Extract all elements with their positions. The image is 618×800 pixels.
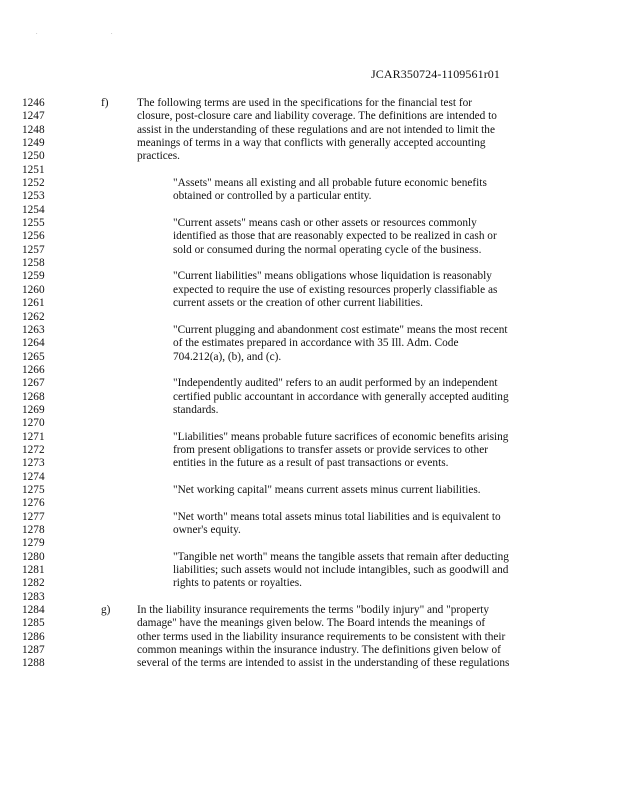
line-number: 1286 <box>22 630 45 643</box>
definition-text: current assets or the creation of other current liabilities. <box>173 297 424 310</box>
line-number: 1262 <box>22 310 45 323</box>
line-number: 1254 <box>22 203 45 216</box>
document-line <box>0 204 618 217</box>
line-number: 1251 <box>22 163 45 176</box>
document-line <box>0 217 618 230</box>
line-number: 1284 <box>22 604 45 617</box>
document-line <box>0 377 618 390</box>
line-number: 1266 <box>22 363 45 376</box>
line-number: 1247 <box>22 110 45 123</box>
definition-text: certified public accountant in accordance with generally accepted auditing <box>173 390 509 403</box>
document-line <box>0 190 618 203</box>
document-line <box>0 324 618 337</box>
line-number: 1287 <box>22 644 45 657</box>
document-id: JCAR350724-1109561r01 <box>371 67 500 81</box>
line-number: 1274 <box>22 470 45 483</box>
line-number: 1268 <box>22 390 45 403</box>
line-number: 1277 <box>22 510 45 523</box>
definition-text: "Assets" means all existing and all probable future economic benefits <box>173 177 487 190</box>
document-line <box>0 484 618 497</box>
document-line <box>0 97 618 110</box>
definition-text: "Independently audited" refers to an audit performed by an independent <box>173 377 498 390</box>
line-number: 1285 <box>22 617 45 630</box>
document-line <box>0 577 618 590</box>
scan-specks: . . <box>36 30 149 36</box>
document-line <box>0 110 618 123</box>
line-number: 1258 <box>22 257 45 270</box>
document-line <box>0 404 618 417</box>
line-number: 1257 <box>22 243 45 256</box>
definition-text: "Current assets" means cash or other assets or resources commonly <box>173 217 477 230</box>
paragraph-text: other terms used in the liability insurance requirements to be consistent with their <box>137 630 506 643</box>
definition-text: rights to patents or royalties. <box>173 577 302 590</box>
subsection-label: g) <box>101 604 111 617</box>
line-number: 1261 <box>22 297 45 310</box>
definition-text: expected to require the use of existing resources properly classifiable as <box>173 283 498 296</box>
definition-text: "Current liabilities" means obligations whose liquidation is reasonably <box>173 270 492 283</box>
definition-text: identified as those that are reasonably expected to be realized in cash or <box>173 230 497 243</box>
definition-text: standards. <box>173 403 219 416</box>
definition-text: from present obligations to transfer assets or provide services to other <box>173 443 488 456</box>
line-number: 1273 <box>22 457 45 470</box>
line-number: 1260 <box>22 283 45 296</box>
line-number: 1246 <box>22 97 45 109</box>
document-line <box>0 177 618 190</box>
paragraph-text: practices. <box>137 150 180 163</box>
document-line <box>0 497 618 510</box>
line-number: 1259 <box>22 270 45 283</box>
line-number: 1263 <box>22 323 45 336</box>
definition-text: owner's equity. <box>173 524 241 536</box>
document-line <box>0 431 618 444</box>
line-number: 1264 <box>22 337 45 350</box>
line-number: 1275 <box>22 483 45 496</box>
document-line <box>0 471 618 484</box>
paragraph-text: assist in the understanding of these regulations and are not intended to limit the <box>137 123 495 136</box>
definition-text: 704.212(a), (b), and (c). <box>173 350 282 363</box>
paragraph-text: meanings of terms in a way that conflicts with generally accepted accounting <box>137 137 486 150</box>
line-number: 1279 <box>22 537 45 550</box>
line-number: 1278 <box>22 524 45 536</box>
document-line <box>0 457 618 470</box>
paragraph-text: several of the terms are intended to assist in the understanding of these regulations <box>137 657 510 670</box>
paragraph-text: closure, post-closure care and liability coverage. The definitions are intended to <box>137 110 497 123</box>
definition-text: entities in the future as a result of past transactions or events. <box>173 457 449 470</box>
document-line <box>0 524 618 537</box>
document-line <box>0 244 618 257</box>
line-number: 1281 <box>22 564 45 577</box>
document-line <box>0 270 618 283</box>
paragraph-text: damage" have the meanings given below. The Board intends the meanings of <box>137 617 486 630</box>
line-number: 1249 <box>22 137 45 150</box>
document-line <box>0 564 618 577</box>
line-number: 1267 <box>22 377 45 390</box>
line-number: 1288 <box>22 657 45 670</box>
document-line <box>0 124 618 137</box>
document-line <box>0 297 618 310</box>
document-body <box>0 97 618 671</box>
document-line <box>0 617 618 630</box>
paragraph-text: common meanings within the insurance industry. The definitions given below of <box>137 644 501 657</box>
line-number: 1269 <box>22 403 45 416</box>
document-line <box>0 657 618 670</box>
document-line <box>0 644 618 657</box>
definition-text: "Net worth" means total assets minus total liabilities and is equivalent to <box>173 510 501 523</box>
document-line <box>0 511 618 524</box>
document-line <box>0 591 618 604</box>
definition-text: liabilities; such assets would not include intangibles, such as goodwill and <box>173 564 509 577</box>
definition-text: sold or consumed during the normal operating cycle of the business. <box>173 243 482 256</box>
line-number: 1250 <box>22 150 45 163</box>
document-line <box>0 150 618 163</box>
document-line <box>0 351 618 364</box>
document-line <box>0 604 618 617</box>
line-number: 1253 <box>22 190 45 203</box>
line-number: 1255 <box>22 217 45 230</box>
document-line <box>0 311 618 324</box>
document-line <box>0 337 618 350</box>
paragraph-text: The following terms are used in the specifications for the financial test for <box>137 97 473 109</box>
document-line <box>0 164 618 177</box>
line-number: 1256 <box>22 230 45 243</box>
definition-text: "Current plugging and abandonment cost estimate" means the most recent <box>173 323 508 336</box>
definition-text: "Liabilities" means probable future sacrifices of economic benefits arising <box>173 430 509 443</box>
definition-text: "Tangible net worth" means the tangible assets that remain after deducting <box>173 550 509 563</box>
document-line <box>0 257 618 270</box>
document-line <box>0 137 618 150</box>
document-line <box>0 537 618 550</box>
line-number: 1252 <box>22 177 45 190</box>
document-line <box>0 391 618 404</box>
document-line <box>0 551 618 564</box>
line-number: 1276 <box>22 497 45 510</box>
line-number: 1265 <box>22 350 45 363</box>
line-number: 1271 <box>22 430 45 443</box>
line-number: 1272 <box>22 443 45 456</box>
paragraph-text: In the liability insurance requirements the terms "bodily injury" and "property <box>137 604 490 617</box>
line-number: 1280 <box>22 550 45 563</box>
document-line <box>0 284 618 297</box>
document-line <box>0 417 618 430</box>
document-line <box>0 631 618 644</box>
definition-text: obtained or controlled by a particular entity. <box>173 190 372 203</box>
definition-text: "Net working capital" means current assets minus current liabilities. <box>173 483 481 496</box>
document-line <box>0 444 618 457</box>
document-line <box>0 364 618 377</box>
line-number: 1283 <box>22 590 45 603</box>
line-number: 1248 <box>22 123 45 136</box>
document-line <box>0 230 618 243</box>
subsection-label: f) <box>101 97 109 109</box>
line-number: 1270 <box>22 417 45 430</box>
definition-text: of the estimates prepared in accordance with 35 Ill. Adm. Code <box>173 337 459 350</box>
line-number: 1282 <box>22 577 45 590</box>
